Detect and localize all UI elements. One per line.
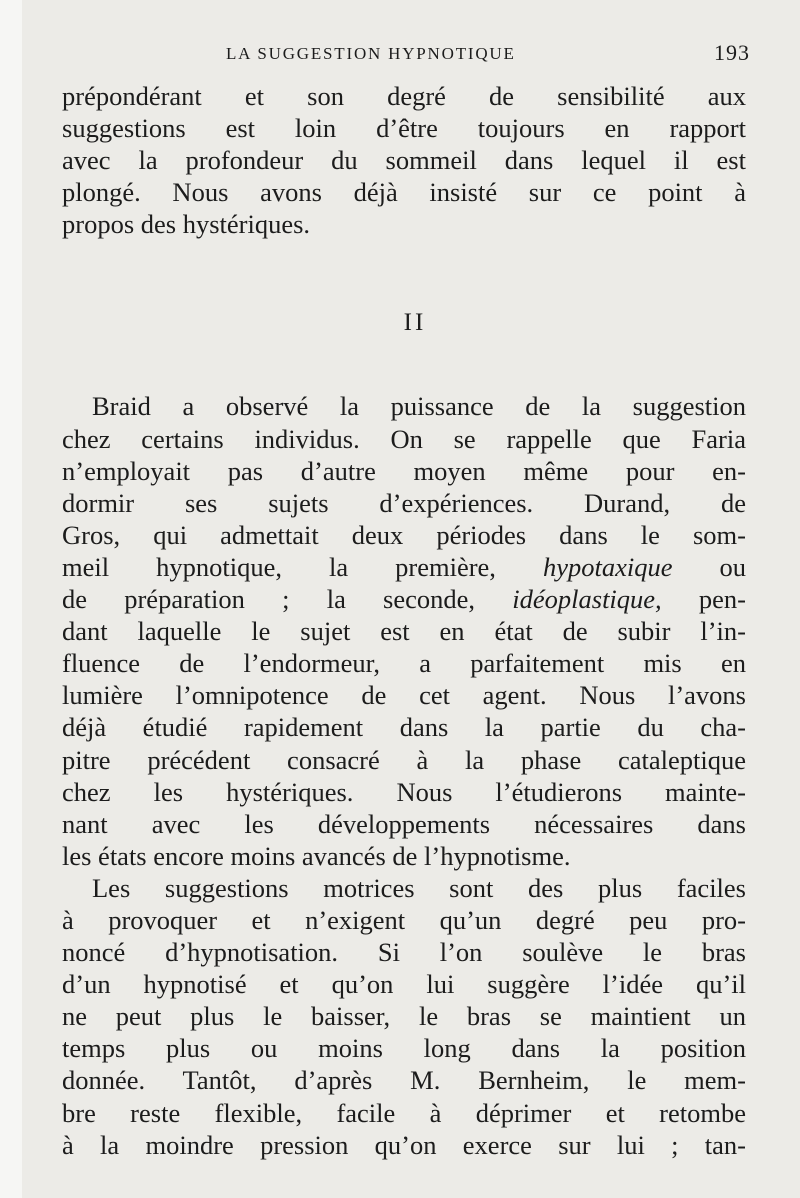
text-line: temps plus ou moins long dans la position [62,1033,746,1064]
running-title: LA SUGGESTION HYPNOTIQUE [226,44,516,63]
paper-edge [0,0,22,1198]
text-line: Les suggestions motrices sont des plus faciles [92,872,746,903]
text-line: déjà étudié rapidement dans la partie du cha- [62,712,746,743]
text-line: chez les hystériques. Nous l’étudierons mainte- [62,776,746,807]
text-line [62,583,746,615]
text-line: donnée. Tantôt, d’après M. Bernheim, le mem- [62,1065,746,1096]
text-segment: pen- [661,584,746,615]
text-line: nant avec les développements nécessaires dans [62,808,746,839]
text-line: chez certains individus. On se rappelle que Faria [62,423,746,454]
paragraph-2 [62,390,746,871]
text-line: n’employait pas d’autre moyen même pour en- [62,455,746,486]
text-line: lumière l’omnipotence de cet agent. Nous l’avons [62,680,746,711]
section-spacer [62,338,746,390]
text-line: Gros, qui admettait deux périodes dans le som- [62,519,746,550]
text-line: noncé d’hypnotisation. Si l’on soulève le bras [62,937,746,968]
text-line: à provoquer et n’exigent qu’un degré peu pro- [62,904,746,935]
paragraph-1 [62,80,746,240]
text-line: suggestions est loin d’être toujours en rapport [62,113,746,144]
paragraph-3 [62,872,746,1161]
text-line: propos des hystériques. [62,209,311,240]
italic-term: idéoplastique, [512,584,662,615]
text-line: fluence de l’endormeur, a parfaitement mis en [62,648,746,679]
text-line: dormir ses sujets d’expériences. Durand, de [62,487,746,518]
text-line: plongé. Nous avons déjà insisté sur ce point à [62,177,746,208]
text-segment: ou [672,551,747,582]
section-heading: II [403,309,427,337]
text-line: avec la profondeur du sommeil dans lequel il est [62,145,746,176]
italic-term: hypotaxique [542,551,673,582]
text-line: ne peut plus le baisser, le bras se maintient un [62,1001,746,1032]
text-line: Braid a observé la puissance de la suggestion [92,391,746,422]
text-segment: de préparation ; la seconde, [62,584,513,615]
text-line: bre reste flexible, facile à déprimer et retombe [62,1097,746,1128]
text-line [62,551,746,583]
section-spacer [62,240,746,308]
page-header [60,40,750,74]
text-line: à la moindre pression qu’on exerce sur lui ; tan- [62,1129,746,1160]
page-number: 193 [714,40,750,65]
text-segment: meil hypnotique, la première, [62,551,543,582]
text-line: les états encore moins avancés de l’hypnotisme. [62,840,571,871]
text-line: prépondérant et son degré de sensibilité aux [62,81,746,111]
text-line: dant laquelle le sujet est en état de subir l’in- [62,616,746,647]
text-line: pitre précédent consacré à la phase cataleptique [62,744,746,775]
page-body [62,80,746,1161]
text-line: d’un hypnotisé et qu’on lui suggère l’idée qu’il [62,969,746,1000]
